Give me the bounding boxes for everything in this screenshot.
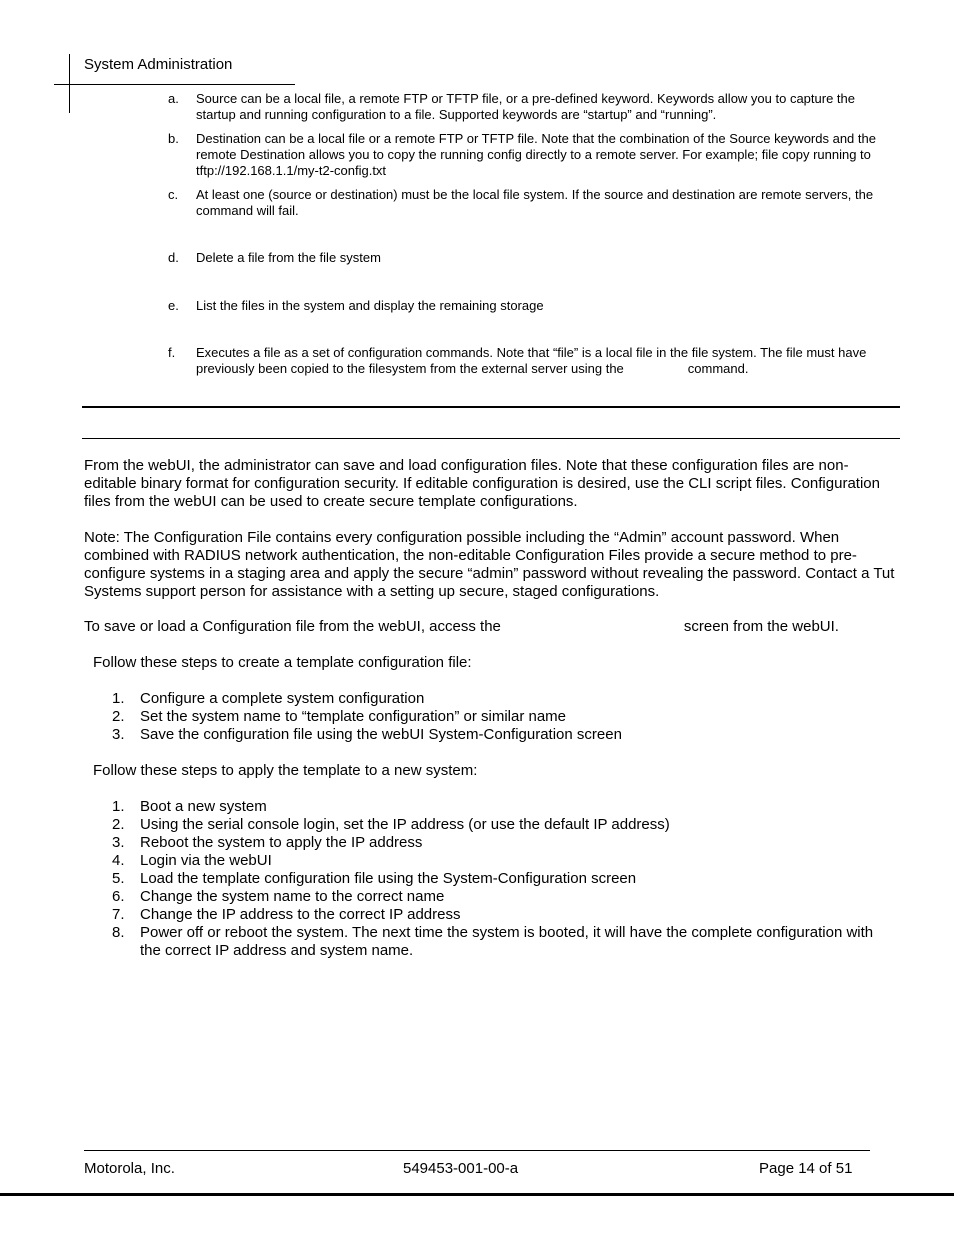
note-text: List the files in the system and display the remaining storage xyxy=(196,298,544,313)
footer-rule xyxy=(84,1150,870,1151)
note-letter: e. xyxy=(168,298,179,313)
list-item: 3. Reboot the system to apply the IP address xyxy=(112,834,423,851)
list-item: 1. Boot a new system xyxy=(112,798,267,815)
list-item: 3. Save the configuration file using the webUI System-Configuration screen xyxy=(112,726,622,743)
access-paragraph xyxy=(84,618,896,636)
list-item: 4. Login via the webUI xyxy=(112,852,272,869)
access-text-part1: To save or load a Configuration file from the webUI, access the xyxy=(84,618,501,635)
note-text: Source can be a local file, a remote FTP or TFTP file, or a pre-defined keyword. Keywords allow you to capture the startup and running configuration to a file. Supported keywords are “startup” and “running”. xyxy=(196,91,855,122)
create-template-intro: Follow these steps to create a template configuration file: xyxy=(93,654,472,671)
footer-doc-number: 549453-001-00-a xyxy=(403,1160,519,1177)
note-text: Delete a file from the file system xyxy=(196,250,381,265)
apply-template-intro: Follow these steps to apply the template to a new system: xyxy=(93,762,478,779)
note-text xyxy=(196,345,896,377)
list-item: 2. Set the system name to “template configuration” or similar name xyxy=(112,708,567,725)
note-paragraph: Note: The Configuration File contains every configuration possible including the “Admin” account password. When combined with RADIUS network authentication, the non-editable Configuration Files provide a secure method to pre-configure systems in a staging area and apply the secure “admin” password without revealing the password. Contact a Tut Systems support person for assistance with a setting up secure, staged configurations. xyxy=(84,529,895,600)
list-item: 8. Power off or reboot the system. The next time the system is booted, it will have the complete configuration with the correct IP address and system name. xyxy=(112,924,874,959)
apply-template-steps xyxy=(112,798,892,960)
header-rule xyxy=(54,84,295,85)
note-text-part2: command. xyxy=(687,361,749,376)
list-item: 7. Change the IP address to the correct IP address xyxy=(112,906,461,923)
access-text-part2: screen from the webUI. xyxy=(683,618,839,635)
list-item: 1. Configure a complete system configuration xyxy=(112,690,425,707)
note-letter: a. xyxy=(168,91,179,106)
section-rule-top xyxy=(82,406,900,408)
note-letter: d. xyxy=(168,250,179,265)
note-letter: c. xyxy=(168,187,179,202)
note-text: Destination can be a local file or a remote FTP or TFTP file. Note that the combination of the Source keywords and the remote Destination allows you to copy the running config directly to a remote server. For example; file copy running to tftp://192.168.1.1/my-t2-config.txt xyxy=(196,131,876,178)
create-template-steps xyxy=(112,690,892,744)
page-bottom-rule xyxy=(0,1193,954,1196)
footer-company: Motorola, Inc. xyxy=(84,1160,175,1177)
list-item: 2. Using the serial console login, set the IP address (or use the default IP address) xyxy=(112,816,670,833)
section-rule-bottom xyxy=(82,438,900,439)
note-letter: b. xyxy=(168,131,179,146)
list-item: 5. Load the template configuration file using the System-Configuration screen xyxy=(112,870,637,887)
footer-page-number: Page 14 of 51 xyxy=(759,1160,853,1177)
note-text: At least one (source or destination) must be the local file system. If the source and destination are remote servers, the command will fail. xyxy=(196,187,874,218)
list-item: 6. Change the system name to the correct name xyxy=(112,888,445,905)
note-letter: f. xyxy=(168,345,176,360)
intro-paragraph: From the webUI, the administrator can save and load configuration files. Note that these configuration files are non-editable binary format for configuration security. If editable configuration is desired, use the CLI script files. Configuration files from the webUI can be used to create secure template configurations. xyxy=(84,457,880,510)
header-section-title: System Administration xyxy=(84,56,233,73)
note-text-part1: Executes a file as a set of configuration commands. Note that “file” is a local file in the file system. The file must have previously been copied to the filesystem from the external server using the xyxy=(196,345,867,376)
